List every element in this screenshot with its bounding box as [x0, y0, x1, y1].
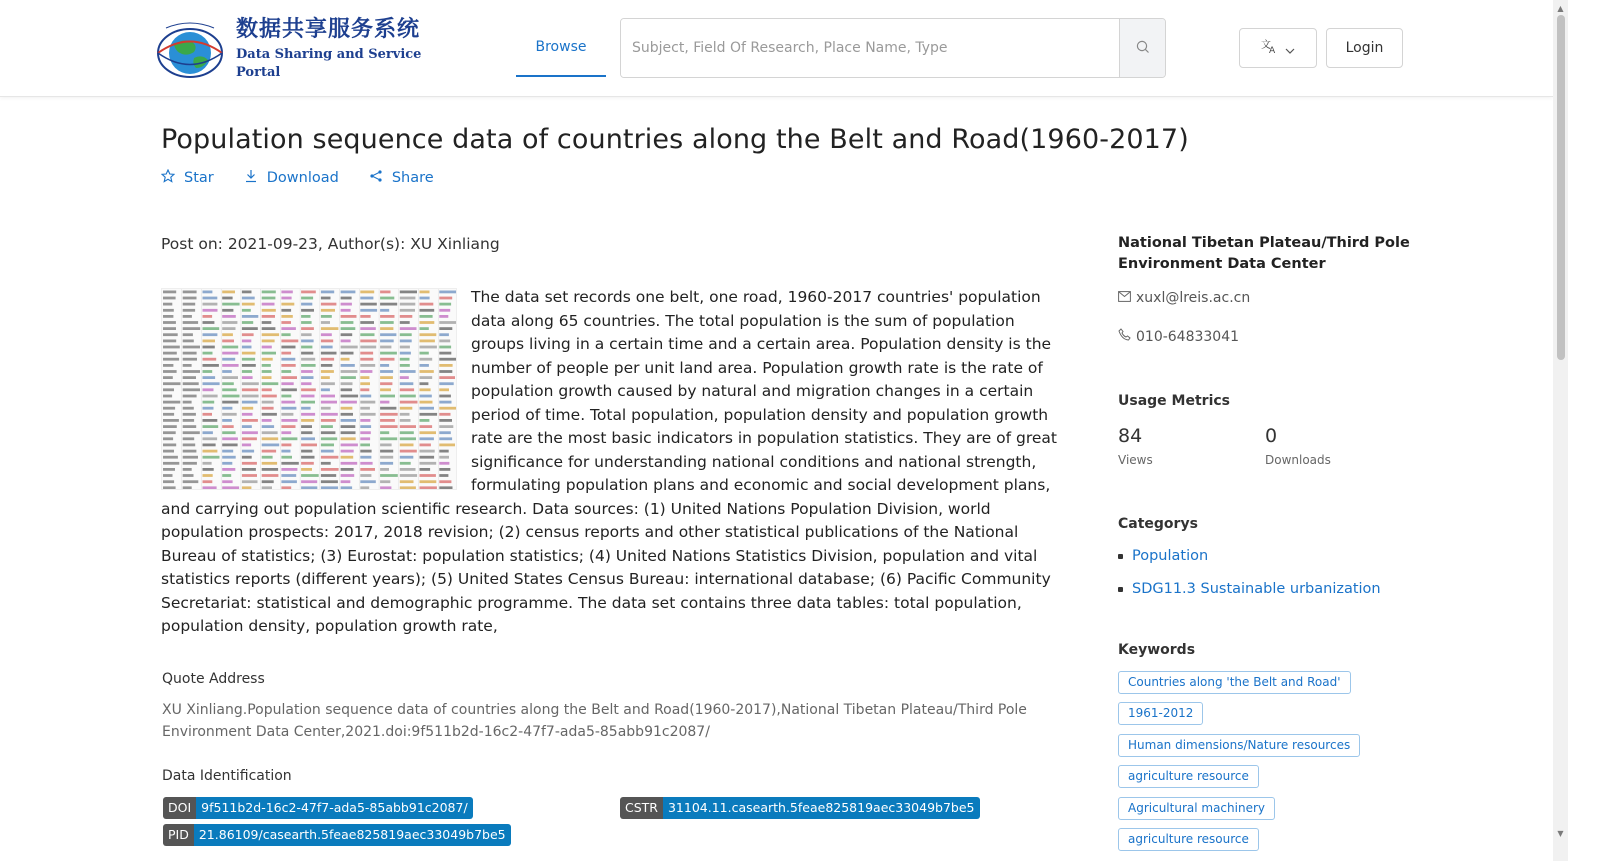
language-switcher[interactable]: [1239, 28, 1317, 68]
cstr-badge-value: 31104.11.casearth.5feae825819aec33049b7be5: [663, 797, 980, 819]
phone-text: 010-64833041: [1136, 328, 1240, 345]
search-bar: [620, 18, 1166, 78]
globe-logo-icon: [152, 20, 230, 78]
categories-title: Categorys: [1118, 516, 1198, 532]
chevron-down-icon: [1285, 39, 1295, 58]
keyword-tag[interactable]: 1961-2012: [1118, 702, 1203, 725]
svg-text:文: 文: [1261, 40, 1271, 51]
page-scrollbar[interactable]: [1553, 0, 1568, 861]
views-metric: [1118, 425, 1153, 467]
usage-metrics-title: Usage Metrics: [1118, 393, 1230, 409]
dataset-actions: [161, 169, 434, 187]
star-label: Star: [184, 170, 214, 186]
pid-badge[interactable]: [163, 824, 511, 846]
logo-text: [236, 16, 432, 82]
dataset-abstract: [161, 286, 1067, 639]
post-meta: Post on: 2021-09-23, Author(s): XU Xinliang: [161, 235, 500, 253]
mail-icon: [1118, 290, 1131, 306]
downloads-label: Downloads: [1265, 453, 1331, 467]
pid-badge-value: 21.86109/casearth.5feae825819aec33049b7be5: [194, 824, 511, 846]
site-logo[interactable]: [152, 19, 432, 79]
keyword-tag[interactable]: Human dimensions/Nature resources: [1118, 734, 1360, 757]
share-label: Share: [391, 170, 434, 186]
download-label: Download: [266, 170, 339, 186]
keyword-tag[interactable]: Countries along 'the Belt and Road': [1118, 671, 1351, 694]
views-count: 84: [1118, 425, 1143, 447]
search-button[interactable]: [1119, 19, 1165, 77]
dataset-title: Population sequence data of countries along the Belt and Road(1960-2017): [161, 124, 1189, 155]
email-text: xuxl@lreis.ac.cn: [1136, 290, 1251, 306]
data-identification-label: Data Identification: [162, 768, 292, 784]
pid-badge-key: PID: [163, 824, 194, 846]
keyword-tag[interactable]: agriculture resource: [1118, 828, 1259, 851]
download-button[interactable]: [244, 169, 339, 187]
top-header: [0, 0, 1553, 97]
doi-badge-key: DOI: [163, 797, 196, 819]
search-icon: [1136, 39, 1150, 58]
cstr-badge[interactable]: [620, 797, 980, 819]
category-item[interactable]: [1118, 581, 1381, 597]
views-label: Views: [1118, 453, 1153, 467]
doi-badge[interactable]: [163, 797, 473, 819]
star-button[interactable]: [161, 169, 214, 187]
scroll-up-arrow-icon[interactable]: ▲: [1557, 4, 1564, 13]
dataset-thumbnail[interactable]: [161, 288, 457, 490]
share-icon: [369, 169, 383, 187]
star-icon: [161, 169, 175, 187]
keyword-tag[interactable]: agriculture resource: [1118, 765, 1259, 788]
share-button[interactable]: [369, 169, 434, 187]
abstract-text: The data set records one belt, one road, 1960-2017 countries' population data along 65 countries. The total population is the sum of population groups living in a certain time and a certain area. Population density is the number of people per unit land area. Population growth rate is the rate of population growth caused by natural and migration changes in a certain period of time. Total population, population density and population growth rate are the most basic indicators in population statistics. They are of great significance for understanding national conditions and national strength, formulating population plans and economic and social development plans, and carrying out population scientific research. Data sources: (1) United Nations Population Division, world population prospects: 2017, 2018 revision; (2) census reports and other statistical publications of the National Bureau of statistics; (3) Eurostat: population statistics; (4) United Nations Statistics Division, population and vital statistics reports (different years); (5) United States Census Bureau: international database; (6) Pacific Community Secretariat: statistical and demographic programme. The data set contains three data tables: total population, population density, population growth rate,: [161, 288, 1058, 635]
keyword-tag[interactable]: Agricultural machinery: [1118, 797, 1275, 820]
login-button[interactable]: Login: [1326, 28, 1403, 68]
bullet-icon: [1118, 587, 1123, 592]
svg-text:A: A: [1269, 46, 1276, 54]
translate-icon: [1261, 38, 1279, 58]
phone-icon: [1118, 328, 1131, 345]
scroll-thumb[interactable]: [1557, 15, 1565, 360]
download-icon: [244, 169, 258, 187]
category-label: Population: [1132, 548, 1209, 564]
keywords-title: Keywords: [1118, 642, 1196, 658]
bullet-icon: [1118, 554, 1123, 559]
category-item[interactable]: [1118, 548, 1208, 564]
quote-address-label: Quote Address: [162, 671, 265, 687]
nav-browse-tab[interactable]: Browse: [516, 20, 606, 77]
search-input[interactable]: [621, 19, 1119, 77]
downloads-count: 0: [1265, 425, 1278, 447]
contact-phone: [1118, 328, 1239, 345]
logo-title-en: Data Sharing and Service Portal: [236, 47, 422, 80]
category-label: SDG11.3 Sustainable urbanization: [1132, 581, 1381, 597]
contact-email[interactable]: [1118, 290, 1250, 306]
data-center-name: National Tibetan Plateau/Third Pole Environment Data Center: [1118, 235, 1410, 272]
scroll-down-arrow-icon[interactable]: ▼: [1557, 829, 1564, 838]
cstr-badge-key: CSTR: [620, 797, 663, 819]
quote-address-text: XU Xinliang.Population sequence data of countries along the Belt and Road(1960-2017),National Tibetan Plateau/Third Pole Environment Data Center,2021.doi:9f511b2d-16c2-47f7-ada5-85abb91c2087/: [162, 702, 1027, 740]
doi-badge-value: 9f511b2d-16c2-47f7-ada5-85abb91c2087/: [196, 797, 473, 819]
logo-title-cn: 数据共享服务系统: [236, 17, 421, 42]
downloads-metric: [1265, 425, 1331, 467]
